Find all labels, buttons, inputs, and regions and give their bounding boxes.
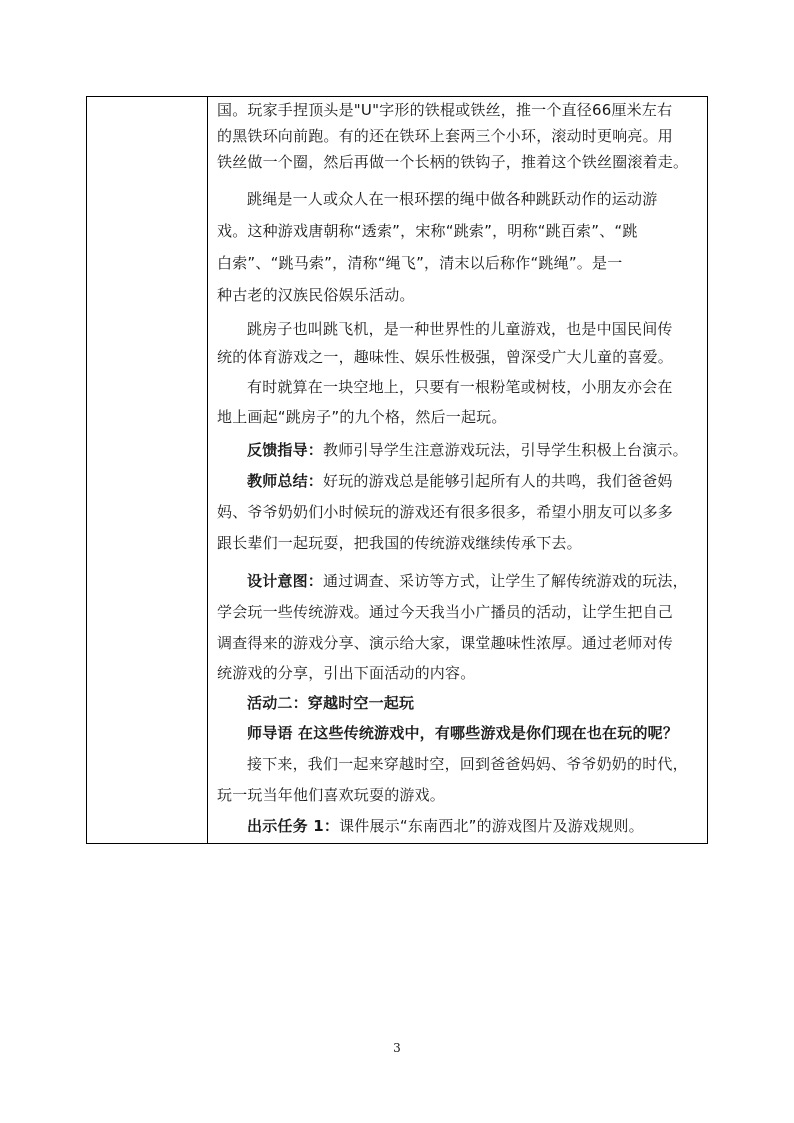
text-line: 的黑铁环向前跑。有的还在铁环上套两三个小环，滚动时更响亮。用 [217,127,674,145]
design-label: 设计意图： [247,572,324,590]
text-line: 接下来，我们一起来穿越时空，回到爸爸妈妈、爷爷奶奶的时代， [247,755,688,773]
task-line [247,816,644,836]
activity-heading: 活动二：穿越时空一起玩 [247,694,415,712]
design-line [247,571,688,591]
lesson-table [86,96,708,844]
feedback-label: 反馈指导： [247,441,324,459]
feedback-text: 教师引导学生注意游戏玩法，引导学生积极上台演示。 [323,441,688,459]
guide-text: 在这些传统游戏中，有哪些游戏是你们现在也在玩的呢？ [298,724,679,742]
text-line: 妈、爷爷奶奶们小时候玩的游戏还有很多很多，希望小朋友可以多多 [217,503,674,521]
task-text: 课件展示“东南西北”的游戏图片及游戏规则。 [339,817,644,835]
text-line: 戏。这种游戏唐朝称“透索”，宋称“跳索”，明称“跳百索”、“跳 [217,222,638,240]
text-line: 统游戏的分享，引出下面活动的内容。 [217,664,476,682]
summary-line [247,471,673,491]
design-text: 通过调查、采访等方式，让学生了解传统游戏的玩法， [323,572,688,590]
text-line: 铁丝做一个圈，然后再做一个长柄的铁钩子，推着这个铁丝圈滚着走。 [217,153,689,171]
text-line: 跳房子也叫跳飞机，是一种世界性的儿童游戏，也是中国民间传 [247,320,673,338]
text-line: 调查得来的游戏分享、演示给大家，课堂趣味性浓厚。通过老师对传 [217,634,674,652]
text-line: 跳绳是一人或众人在一根环摆的绳中做各种跳跃动作的运动游 [247,190,658,208]
feedback-line [247,440,688,460]
table-left-column [87,97,208,843]
text-line: 跟长辈们一起玩耍，把我国的传统游戏继续传承下去。 [217,534,582,552]
text-line: 玩一玩当年他们喜欢玩耍的游戏。 [217,786,446,804]
text-line: 有时就算在一块空地上，只要有一根粉笔或树枝，小朋友亦会在 [247,378,673,396]
guide-line [247,723,678,743]
text-line: 学会玩一些传统游戏。通过今天我当小广播员的活动，让学生把自己 [217,603,674,621]
text-line: 国。玩家手捏顶头是"U"字形的铁棍或铁丝，推一个直径66厘米左右 [217,101,673,119]
summary-text: 好玩的游戏总是能够引起所有人的共鸣，我们爸爸妈 [323,472,673,490]
text-line: 种古老的汉族民俗娱乐活动。 [217,286,415,304]
text-line: 地上画起“跳房子”的九个格，然后一起玩。 [217,408,507,426]
text-line: 白索”、“跳马索”，清称“绳飞”，清末以后称作“跳绳”。是一 [217,254,623,272]
page-number: 3 [393,1041,401,1055]
summary-label: 教师总结： [247,472,324,490]
text-line: 统的体育游戏之一，趣味性、娱乐性极强，曾深受广大儿童的喜爱。 [217,348,674,366]
task-label: 出示任务 1： [247,817,340,835]
table-content-cell [208,97,707,843]
guide-label: 师导语 [247,724,293,742]
